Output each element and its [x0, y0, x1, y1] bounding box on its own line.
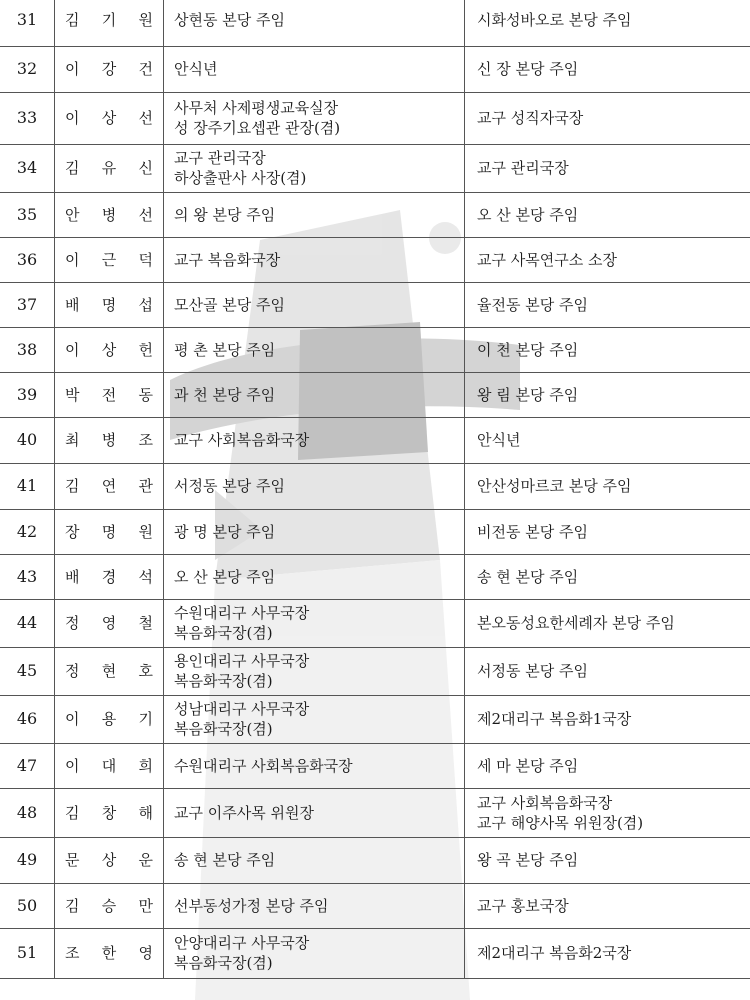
- priest-name: 장 명 원: [65, 522, 153, 541]
- previous-post: 상현동 본당 주임: [174, 10, 285, 29]
- priest-name-cell: [55, 928, 164, 978]
- new-post: 세 마 본당 주임: [477, 756, 579, 775]
- priest-name: 김 승 만: [65, 896, 153, 915]
- priest-name: 배 명 섭: [65, 295, 153, 314]
- row-number: 44: [0, 599, 55, 647]
- previous-post: 광 명 본당 주임: [174, 522, 276, 541]
- previous-post: 교구 복음화국장: [174, 250, 281, 269]
- table-row: [0, 509, 750, 554]
- previous-post-cell: [164, 928, 465, 978]
- new-post-cell: [465, 647, 750, 695]
- previous-post-cell: [164, 46, 465, 92]
- table-row: [0, 92, 750, 144]
- previous-post-cell: [164, 509, 465, 554]
- table-row: [0, 743, 750, 788]
- new-post: 교구 성직자국장: [477, 109, 584, 127]
- row-number: 40: [0, 417, 55, 463]
- previous-post: 서정동 본당 주임: [174, 477, 285, 495]
- new-post-cell: [465, 554, 750, 599]
- new-post-cell: [465, 372, 750, 417]
- row-number: 32: [0, 46, 55, 92]
- new-post: 교구 홍보국장: [477, 896, 569, 915]
- priest-name: 정 영 철: [65, 614, 153, 632]
- row-number: 50: [0, 883, 55, 928]
- previous-post: 교구 관리국장: [174, 149, 266, 167]
- new-post-cell: [465, 788, 750, 837]
- row-number: 31: [0, 0, 55, 46]
- row-number: 34: [0, 144, 55, 192]
- new-post-cell: [465, 327, 750, 372]
- table-row: [0, 463, 750, 509]
- priest-name-cell: [55, 192, 164, 237]
- table-row: [0, 46, 750, 92]
- priest-name-cell: [55, 237, 164, 282]
- row-number: 43: [0, 554, 55, 599]
- priest-name: 안 병 선: [65, 205, 153, 224]
- previous-post: 평 촌 본당 주임: [174, 340, 276, 359]
- new-post: 시화성바오로 본당 주임: [477, 10, 632, 29]
- new-post: 이 천 본당 주임: [477, 340, 579, 359]
- priest-name: 이 근 덕: [65, 250, 153, 269]
- priest-name: 김 창 해: [65, 803, 153, 822]
- previous-post: 오 산 본당 주임: [174, 567, 276, 586]
- table-row: [0, 0, 750, 46]
- previous-post: 의 왕 본당 주임: [174, 205, 276, 224]
- priest-name: 김 유 신: [65, 159, 153, 177]
- table-row: [0, 327, 750, 372]
- row-number: 36: [0, 237, 55, 282]
- previous-post-cell: [164, 92, 465, 144]
- priest-name: 김 기 원: [65, 10, 153, 29]
- priest-name-cell: [55, 327, 164, 372]
- new-post: 교구 관리국장: [477, 159, 569, 177]
- previous-post-cell: [164, 237, 465, 282]
- new-post-cell: [465, 0, 750, 46]
- priest-name-cell: [55, 463, 164, 509]
- row-number: 49: [0, 837, 55, 883]
- row-number: 41: [0, 463, 55, 509]
- new-post-cell: [465, 928, 750, 978]
- new-post: 교구 사목연구소 소장: [477, 250, 617, 269]
- priest-name-cell: [55, 837, 164, 883]
- new-post: 제2대리구 복음화1국장: [477, 710, 632, 728]
- table-row: [0, 372, 750, 417]
- previous-post-cell: [164, 0, 465, 46]
- previous-post: 교구 사회복음화국장: [174, 431, 310, 449]
- table-row: [0, 788, 750, 837]
- priest-name-cell: [55, 647, 164, 695]
- row-number: 46: [0, 695, 55, 743]
- previous-post-cell: [164, 883, 465, 928]
- previous-post: 복음화국장(겸): [174, 954, 273, 972]
- priest-name-cell: [55, 372, 164, 417]
- new-post-cell: [465, 883, 750, 928]
- new-post: 오 산 본당 주임: [477, 205, 579, 224]
- previous-post-cell: [164, 282, 465, 327]
- priest-name: 문 상 운: [65, 851, 153, 869]
- row-number: 42: [0, 509, 55, 554]
- priest-name-cell: [55, 92, 164, 144]
- priest-name-cell: [55, 509, 164, 554]
- priest-name-cell: [55, 695, 164, 743]
- previous-post: 성남대리구 사무국장: [174, 700, 310, 718]
- table-row: [0, 647, 750, 695]
- previous-post: 수원대리구 사무국장: [174, 604, 310, 622]
- previous-post-cell: [164, 599, 465, 647]
- priest-name-cell: [55, 599, 164, 647]
- previous-post-cell: [164, 695, 465, 743]
- previous-post: 하상출판사 사장(겸): [174, 169, 307, 187]
- table-row: [0, 237, 750, 282]
- table-row: [0, 192, 750, 237]
- previous-post: 선부동성가정 본당 주임: [174, 896, 329, 915]
- new-post-cell: [465, 417, 750, 463]
- priest-name-cell: [55, 743, 164, 788]
- table-row: [0, 695, 750, 743]
- new-post-cell: [465, 282, 750, 327]
- new-post-cell: [465, 743, 750, 788]
- row-number: 33: [0, 92, 55, 144]
- priest-name: 이 강 건: [65, 60, 153, 78]
- priest-name: 이 상 헌: [65, 340, 153, 359]
- previous-post: 복음화국장(겸): [174, 720, 273, 738]
- previous-post-cell: [164, 192, 465, 237]
- table-row: [0, 282, 750, 327]
- previous-post: 모산골 본당 주임: [174, 295, 285, 314]
- table-row: [0, 837, 750, 883]
- priest-name: 박 전 동: [65, 385, 153, 404]
- previous-post-cell: [164, 327, 465, 372]
- row-number: 35: [0, 192, 55, 237]
- new-post: 안식년: [477, 431, 521, 449]
- previous-post-cell: [164, 837, 465, 883]
- new-post-cell: [465, 599, 750, 647]
- priest-name-cell: [55, 282, 164, 327]
- new-post: 송 현 본당 주임: [477, 567, 579, 586]
- previous-post: 복음화국장(겸): [174, 624, 273, 642]
- previous-post: 사무처 사제평생교육실장: [174, 99, 339, 117]
- priest-name: 정 현 호: [65, 662, 153, 680]
- new-post-cell: [465, 144, 750, 192]
- priest-name-cell: [55, 554, 164, 599]
- previous-post-cell: [164, 417, 465, 463]
- new-post-cell: [465, 237, 750, 282]
- new-post: 제2대리구 복음화2국장: [477, 944, 632, 962]
- table-row: [0, 883, 750, 928]
- priest-name-cell: [55, 0, 164, 46]
- previous-post: 수원대리구 사회복음화국장: [174, 756, 353, 775]
- previous-post: 안식년: [174, 60, 218, 78]
- new-post-cell: [465, 192, 750, 237]
- priest-name: 이 상 선: [65, 109, 153, 127]
- new-post: 안산성마르코 본당 주임: [477, 477, 632, 495]
- table-row: [0, 599, 750, 647]
- previous-post-cell: [164, 372, 465, 417]
- previous-post-cell: [164, 144, 465, 192]
- previous-post: 용인대리구 사무국장: [174, 652, 310, 670]
- priest-name: 최 병 조: [65, 431, 153, 449]
- table-row: [0, 554, 750, 599]
- priest-name-cell: [55, 788, 164, 837]
- new-post: 비전동 본당 주임: [477, 522, 588, 541]
- row-number: 38: [0, 327, 55, 372]
- new-post: 왕 곡 본당 주임: [477, 851, 579, 869]
- priest-name: 배 경 석: [65, 567, 153, 586]
- priest-name-cell: [55, 417, 164, 463]
- new-post-cell: [465, 46, 750, 92]
- row-number: 39: [0, 372, 55, 417]
- row-number: 51: [0, 928, 55, 978]
- table-row: [0, 144, 750, 192]
- priest-name: 이 용 기: [65, 710, 153, 728]
- priest-name-cell: [55, 46, 164, 92]
- previous-post: 복음화국장(겸): [174, 672, 273, 690]
- previous-post-cell: [164, 463, 465, 509]
- previous-post: 과 천 본당 주임: [174, 385, 276, 404]
- previous-post-cell: [164, 743, 465, 788]
- row-number: 45: [0, 647, 55, 695]
- priest-name: 김 연 관: [65, 477, 153, 495]
- new-post: 교구 해양사목 위원장(겸): [477, 813, 644, 832]
- new-post-cell: [465, 695, 750, 743]
- priest-name: 이 대 희: [65, 756, 153, 775]
- previous-post: 성 장주기요셉관 관장(겸): [174, 119, 341, 137]
- new-post: 율전동 본당 주임: [477, 295, 588, 314]
- new-post: 본오동성요한세례자 본당 주임: [477, 614, 675, 632]
- new-post-cell: [465, 509, 750, 554]
- new-post: 서정동 본당 주임: [477, 662, 588, 680]
- previous-post-cell: [164, 554, 465, 599]
- new-post-cell: [465, 837, 750, 883]
- new-post-cell: [465, 92, 750, 144]
- previous-post-cell: [164, 788, 465, 837]
- previous-post: 안양대리구 사무국장: [174, 934, 310, 952]
- new-post: 교구 사회복음화국장: [477, 793, 613, 812]
- priest-name-cell: [55, 883, 164, 928]
- previous-post: 송 현 본당 주임: [174, 851, 276, 869]
- new-post: 왕 림 본당 주임: [477, 385, 579, 404]
- table-row: [0, 928, 750, 978]
- previous-post: 교구 이주사목 위원장: [174, 803, 314, 822]
- new-post-cell: [465, 463, 750, 509]
- previous-post-cell: [164, 647, 465, 695]
- priest-name: 조 한 영: [65, 944, 153, 962]
- row-number: 47: [0, 743, 55, 788]
- row-number: 48: [0, 788, 55, 837]
- priest-name-cell: [55, 144, 164, 192]
- table-row: [0, 417, 750, 463]
- new-post: 신 장 본당 주임: [477, 60, 579, 78]
- row-number: 37: [0, 282, 55, 327]
